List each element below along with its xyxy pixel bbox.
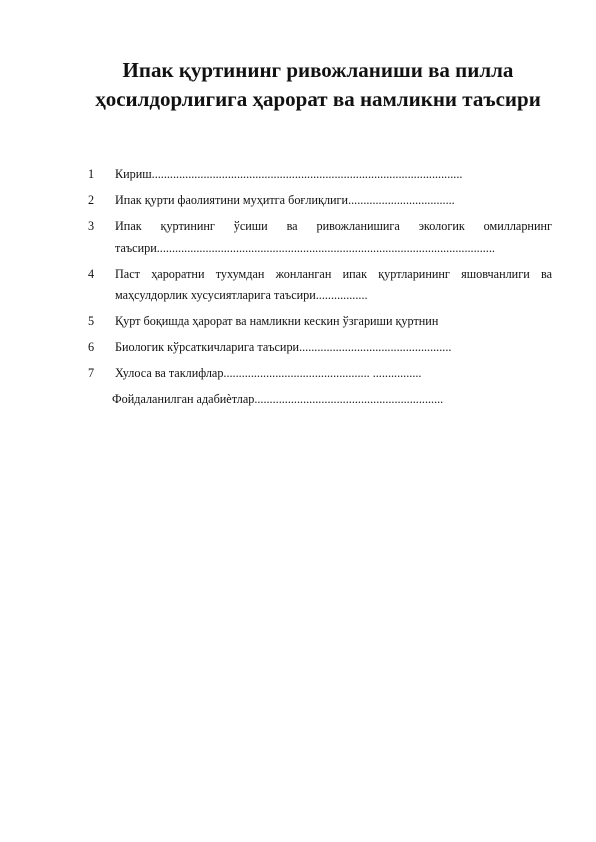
title-line-2: ҳосилдорлигига ҳарорат ва намликни таъсири (95, 87, 541, 111)
toc-number: 4 (88, 266, 95, 281)
toc-text: Ипак қуртининг ўсиши ва ривожланишига экологик омилларнинг таъсири............................................................................................................... (115, 219, 552, 255)
toc-text: Паст ҳароратни тухумдан жонланган ипак қуртларининг яшовчанлиги ва маҳсулдорлик хусусиятларига таъсири................. (115, 266, 552, 302)
toc-number: 2 (88, 193, 95, 207)
title-line-1: Ипак қуртининг ривожланиши ва пилла (122, 58, 514, 82)
toc-entry-1 (88, 164, 552, 186)
toc-number: 6 (88, 340, 95, 354)
toc-entry-4 (88, 264, 552, 307)
table-of-contents (88, 164, 552, 411)
toc-entry-7 (88, 363, 552, 385)
toc-text: Ипак қурти фаолиятини муҳитга боғлиқлиги................................... (115, 193, 455, 207)
toc-entry-5 (88, 311, 552, 333)
toc-number: 5 (88, 314, 95, 328)
toc-number: 3 (88, 219, 95, 233)
document-title (60, 56, 576, 114)
toc-text: Фойдаланилган адабиѐтлар.............................................................. (112, 392, 444, 406)
toc-text: Кириш...................................................................................................... (115, 167, 463, 181)
toc-entry-2 (88, 190, 552, 212)
toc-entry-6 (88, 337, 552, 359)
toc-entry-3 (88, 216, 552, 259)
toc-text: Қурт боқишда ҳарорат ва намликни кескин ўзгариши қуртнин (115, 314, 439, 328)
toc-number: 1 (88, 167, 95, 181)
toc-number: 7 (88, 366, 95, 380)
toc-entry-references (88, 389, 552, 411)
toc-text: Хулоса ва таклифлар................................................ ................ (115, 366, 422, 380)
toc-text: Биологик кўрсаткичларига таъсири.................................................. (115, 340, 452, 354)
